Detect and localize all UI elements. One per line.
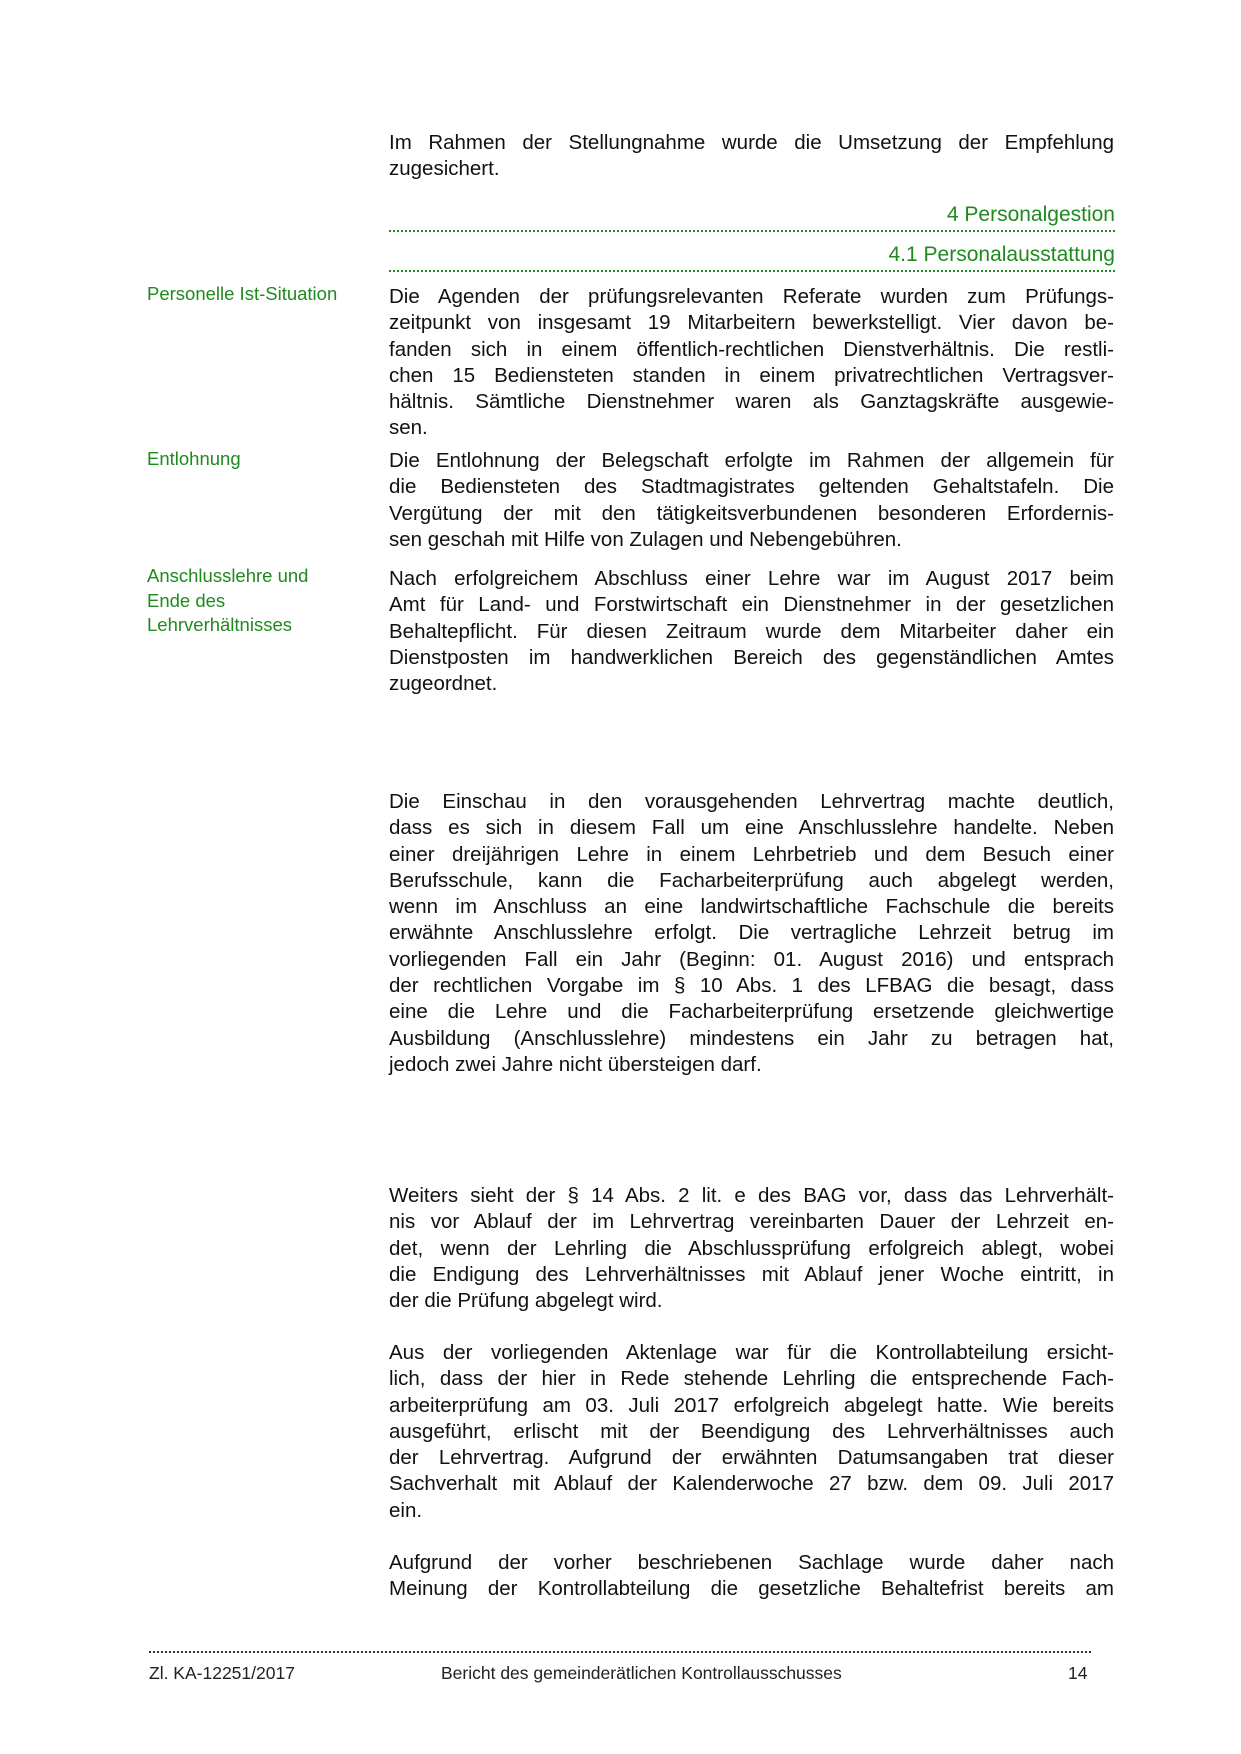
text-line: Ausbildung (Anschlusslehre) mindestens ein Jahr zu betragen hat, bbox=[389, 1026, 1114, 1050]
footer-dotted-rule bbox=[149, 1651, 1091, 1653]
intro-paragraph bbox=[389, 130, 1114, 183]
text-line: Vergütung der mit den tätigkeitsverbundenen besonderen Erfordernis- bbox=[389, 501, 1114, 525]
text-line: der Lehrvertrag. Aufgrund der erwähnten Datumsangaben trat dieser bbox=[389, 1446, 1114, 1470]
footer-page-number: 14 bbox=[1068, 1663, 1088, 1683]
text-line: eine die Lehre und die Facharbeiterprüfung ersetzende gleichwertige bbox=[389, 1000, 1114, 1024]
margin-note-line: Entlohnung bbox=[147, 448, 241, 469]
text-line: erwähnte Anschlusslehre erfolgt. Die vertragliche Lehrzeit betrug im bbox=[389, 921, 1114, 945]
text-line: die Bediensteten des Stadtmagistrates geltenden Gehaltstafeln. Die bbox=[389, 475, 1114, 499]
text-line: Die Entlohnung der Belegschaft erfolgte im Rahmen der allgemein für bbox=[389, 449, 1114, 472]
text-line: Amt für Land- und Forstwirtschaft ein Dienstnehmer in der gesetzlichen bbox=[389, 593, 1114, 617]
text-line: zugeordnet. bbox=[389, 672, 498, 696]
text-line: Aufgrund der vorher beschriebenen Sachlage wurde daher nach bbox=[389, 1551, 1114, 1574]
paragraph-anschlusslehre-1 bbox=[389, 566, 1114, 697]
footer-report-title: Bericht des gemeinderätlichen Kontrollausschusses bbox=[441, 1663, 842, 1683]
margin-note-anschlusslehre bbox=[147, 564, 377, 638]
text-line: Die Einschau in den vorausgehenden Lehrvertrag machte deutlich, bbox=[389, 790, 1114, 813]
text-line: chen 15 Bediensteten standen in einem privatrechtlichen Vertragsver- bbox=[389, 363, 1114, 387]
paragraph-anschlusslehre-2 bbox=[389, 789, 1114, 1078]
text-line: Aus der vorliegenden Aktenlage war für die Kontrollabteilung ersicht- bbox=[389, 1341, 1114, 1364]
text-line: det, wenn der Lehrling die Abschlussprüfung erfolgreich ablegt, wobei bbox=[389, 1236, 1114, 1260]
margin-note-personelle-ist-situation bbox=[147, 282, 377, 307]
text-line: Dienstposten im handwerklichen Bereich des gegenständlichen Amtes bbox=[389, 645, 1114, 669]
text-line: zugesichert. bbox=[389, 157, 500, 181]
text-line: lich, dass der hier in Rede stehende Lehrling die entsprechende Fach- bbox=[389, 1367, 1114, 1391]
text-line: Berufsschule, kann die Facharbeiterprüfung auch abgelegt werden, bbox=[389, 868, 1114, 892]
margin-note-line: Ende des bbox=[147, 589, 226, 611]
text-line: ein. bbox=[389, 1498, 423, 1522]
text-line: Sachverhalt mit Ablauf der Kalenderwoche 27 bzw. dem 09. Juli 2017 bbox=[389, 1472, 1114, 1496]
text-line: jedoch zwei Jahre nicht übersteigen darf. bbox=[389, 1052, 762, 1076]
text-line: ausgeführt, erlischt mit der Beendigung des Lehrverhältnisses auch bbox=[389, 1419, 1114, 1443]
heading-dotted-rule bbox=[389, 230, 1115, 232]
text-line: der rechtlichen Vorgabe im § 10 Abs. 1 des LFBAG die besagt, dass bbox=[389, 974, 1114, 998]
text-line: sen. bbox=[389, 416, 428, 440]
text-line: sen geschah mit Hilfe von Zulagen und Nebengebühren. bbox=[389, 527, 902, 551]
text-line: die Endigung des Lehrverhältnisses mit Ablauf jener Woche eintritt, in bbox=[389, 1262, 1114, 1286]
text-line: Die Agenden der prüfungsrelevanten Referate wurden zum Prüfungs- bbox=[389, 285, 1114, 308]
section-heading-4-1: 4.1 Personalausstattung bbox=[888, 243, 1115, 266]
margin-note-line: Personelle Ist-Situation bbox=[147, 283, 338, 304]
text-line: zeitpunkt von insgesamt 19 Mitarbeitern bewerkstelligt. Vier davon be- bbox=[389, 311, 1114, 335]
text-line: Nach erfolgreichem Abschluss einer Lehre war im August 2017 beim bbox=[389, 567, 1114, 590]
heading-dotted-rule bbox=[389, 270, 1115, 272]
text-line: nis vor Ablauf der im Lehrvertrag vereinbarten Dauer der Lehrzeit en- bbox=[389, 1210, 1114, 1234]
text-line: Im Rahmen der Stellungnahme wurde die Umsetzung der Empfehlung bbox=[389, 131, 1114, 154]
text-line: hältnis. Sämtliche Dienstnehmer waren als Ganztagskräfte ausgewie- bbox=[389, 390, 1114, 414]
margin-note-entlohnung bbox=[147, 447, 377, 472]
section-heading-4: 4 Personalgestion bbox=[946, 203, 1115, 226]
text-line: dass es sich in diesem Fall um eine Anschlusslehre handelte. Neben bbox=[389, 816, 1114, 840]
paragraph-entlohnung bbox=[389, 448, 1114, 553]
footer-reference: Zl. KA-12251/2017 bbox=[149, 1663, 295, 1683]
text-line: fanden sich in einem öffentlich-rechtlichen Dienstverhältnis. Die restli- bbox=[389, 337, 1114, 361]
margin-note-line: Anschlusslehre und bbox=[147, 565, 309, 586]
text-line: Meinung der Kontrollabteilung die gesetzliche Behaltefrist bereits am bbox=[389, 1577, 1114, 1601]
text-line: wenn im Anschluss an eine landwirtschaftliche Fachschule die bereits bbox=[389, 895, 1114, 919]
text-line: arbeiterprüfung am 03. Juli 2017 erfolgreich abgelegt hatte. Wie bereits bbox=[389, 1393, 1114, 1417]
paragraph-aktenlage bbox=[389, 1340, 1114, 1524]
text-line: einer dreijährigen Lehre in einem Lehrbetrieb und dem Besuch einer bbox=[389, 842, 1114, 866]
text-line: Behaltepflicht. Für diesen Zeitraum wurde dem Mitarbeiter daher ein bbox=[389, 619, 1114, 643]
text-line: vorliegenden Fall ein Jahr (Beginn: 01. August 2016) und entsprach bbox=[389, 947, 1114, 971]
paragraph-personelle-ist-situation bbox=[389, 284, 1114, 442]
text-line: Weiters sieht der § 14 Abs. 2 lit. e des BAG vor, dass das Lehrverhält- bbox=[389, 1184, 1114, 1207]
margin-note-line: Lehrverhältnisses bbox=[147, 614, 292, 635]
paragraph-bag bbox=[389, 1183, 1114, 1314]
paragraph-sachlage bbox=[389, 1550, 1114, 1603]
text-line: der die Prüfung abgelegt wird. bbox=[389, 1289, 663, 1313]
